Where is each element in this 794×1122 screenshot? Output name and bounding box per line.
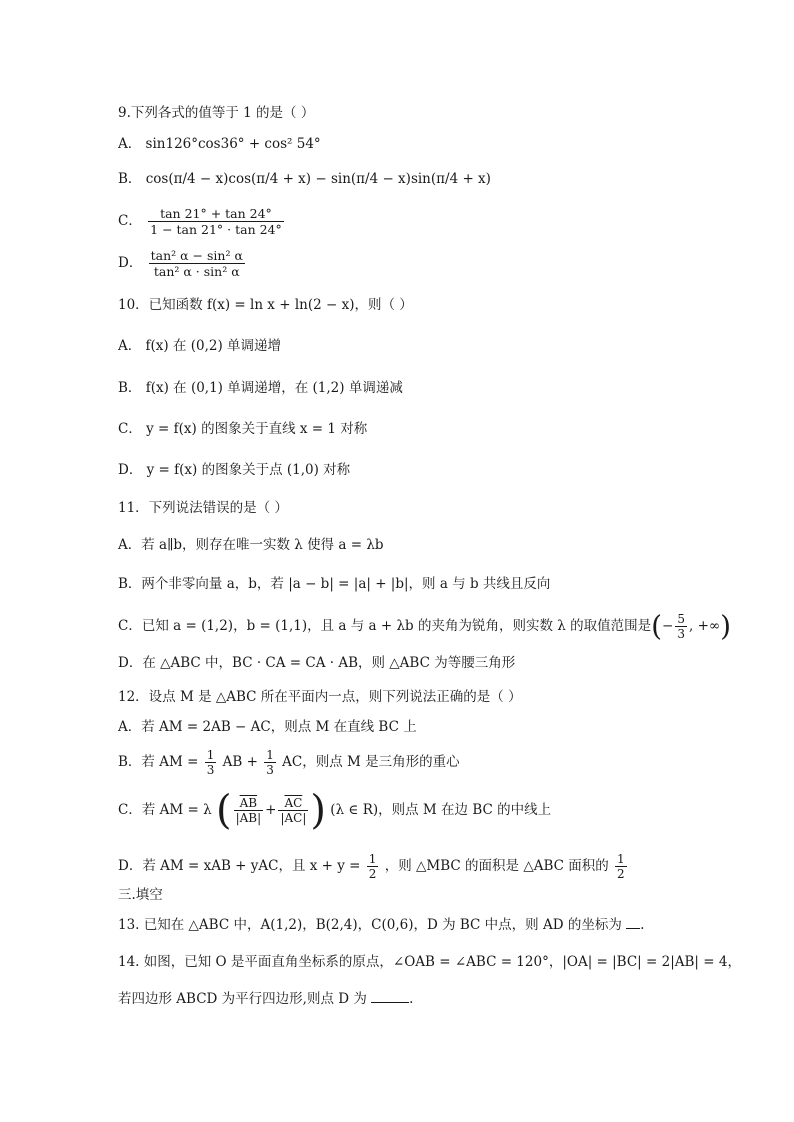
q13-answer-blank[interactable] xyxy=(626,916,640,929)
q12-option-a: A．若 AM = 2AB − AC，则点 M 在直线 BC 上 xyxy=(118,719,417,735)
q9-stem: 9.下列各式的值等于 1 的是（ ） xyxy=(118,105,315,121)
q10-option-d: D． y = f(x) 的图象关于点 (1,0) 对称 xyxy=(118,462,351,478)
q14-line2-text: 若四边形 ABCD 为平行四边形,则点 D 为 xyxy=(118,991,367,1007)
q12-b-frac1-den: 3 xyxy=(206,763,215,777)
q12-c-pre: C．若 AM = λ xyxy=(118,802,212,818)
q12-d-frac1 xyxy=(367,852,379,881)
q12-d-frac2-den: 2 xyxy=(617,867,625,881)
q11-option-c xyxy=(118,609,732,643)
section-heading: 三.填空 xyxy=(118,887,163,903)
interval-left-paren: ( xyxy=(651,609,663,643)
q12-c-frac2-num: $\overline{AC}$ xyxy=(278,796,308,811)
q9-option-d-label: D． xyxy=(118,255,143,271)
q12-b-frac1 xyxy=(205,748,217,777)
q10-option-b: B． f(x) 在 (0,1) 单调递增，在 (1,2) 单调递减 xyxy=(118,380,403,396)
q9-option-c xyxy=(118,206,286,237)
q14-line1: 14. 如图，已知 O 是平面直角坐标系的原点，∠OAB = ∠ABC = 120°，|OA| = |BC| = 2|AB| = 4， xyxy=(118,954,741,970)
q12-stem: 12．设点 M 是 △ABC 所在平面内一点，则下列说法正确的是（ ） xyxy=(118,689,522,705)
q9-option-d-fraction xyxy=(149,248,245,279)
q12-c-plus: + xyxy=(265,802,277,818)
q12-b-frac2-den: 3 xyxy=(266,763,274,777)
q12-c-frac2-den: |AC| xyxy=(280,811,307,825)
q9-d-numerator: tan² α − sin² α xyxy=(150,248,243,263)
q12-option-c xyxy=(118,787,552,834)
q12-d-frac2 xyxy=(615,852,627,881)
q14-period: . xyxy=(409,991,414,1007)
q9-option-b-text: cos(π/4 − x)cos(π/4 + x) − sin(π/4 − x)sin(π/4 + x) xyxy=(145,171,491,187)
q9-option-b xyxy=(118,170,491,188)
q12-d-frac1-num: 1 xyxy=(368,852,377,866)
q9-option-a: A． sin126°cos36° + cos² 54° xyxy=(118,136,321,152)
q9-c-numerator: tan 21° + tan 24° xyxy=(148,206,284,222)
q12-c-left-paren: ( xyxy=(215,787,232,834)
q10-option-c: C． y = f(x) 的图象关于直线 x = 1 对称 xyxy=(118,421,368,437)
q12-c-frac1-num: $\overline{AB}$ xyxy=(234,796,264,811)
q12-c-frac1-den: |AB| xyxy=(235,811,262,825)
q11-c-frac-num: 5 xyxy=(677,612,685,626)
q13-period: . xyxy=(640,917,645,933)
interval-right-paren: ) xyxy=(720,609,732,643)
q11-stem: 11．下列说法错误的是（ ） xyxy=(118,500,288,516)
q12-b-post: AC，则点 M 是三角形的重心 xyxy=(282,754,460,770)
interval-right: , +∞ xyxy=(689,618,721,634)
q9-option-c-label: C． xyxy=(118,213,142,229)
q11-c-fraction xyxy=(675,612,687,641)
q9-option-b-label: B． xyxy=(118,171,146,187)
q11-option-c-text: C．已知 a = (1,2)，b = (1,1)，且 a 与 a + λb 的夹角为锐角，则实数 λ 的取值范围是 xyxy=(118,618,652,634)
q12-d-frac1-den: 2 xyxy=(368,867,377,881)
q10-option-a: A． f(x) 在 (0,2) 单调递增 xyxy=(118,338,282,354)
q12-b-pre: B．若 AM = xyxy=(118,754,199,770)
q11-option-d: D．在 △ABC 中，BC · CA = CA · AB，则 △ABC 为等腰三角形 xyxy=(118,655,516,671)
q11-c-frac-den: 3 xyxy=(677,627,685,641)
q12-d-frac2-num: 1 xyxy=(617,852,625,866)
q12-c-frac1 xyxy=(234,796,264,825)
q12-c-frac2 xyxy=(278,796,308,825)
q12-b-mid: AB + xyxy=(222,754,258,770)
q14-line2 xyxy=(118,990,413,1008)
q13 xyxy=(118,916,644,934)
q10-stem: 10．已知函数 f(x) = ln x + ln(2 − x)，则（ ） xyxy=(118,297,413,313)
interval-minus: − xyxy=(662,618,674,634)
q13-text: 13. 已知在 △ABC 中，A(1,2)，B(2,4)，C(0,6)，D 为 BC 中点，则 AD 的坐标为 xyxy=(118,917,622,933)
q9-option-c-fraction xyxy=(148,206,284,237)
q9-d-denominator: tan² α · sin² α xyxy=(153,264,240,279)
q12-option-d xyxy=(118,852,629,881)
q11-option-b: B．两个非零向量 a，b，若 |a − b| = |a| + |b|，则 a 与 b 共线且反向 xyxy=(118,576,551,592)
q12-d-pre: D．若 AM = xAB + yAC，且 x + y = xyxy=(118,858,361,874)
q11-option-a: A．若 a∥b，则存在唯一实数 λ 使得 a = λb xyxy=(118,537,384,553)
q12-c-right-paren: ) xyxy=(310,787,326,834)
q12-b-frac2-num: 1 xyxy=(266,748,274,762)
q14-answer-blank[interactable] xyxy=(371,990,409,1003)
q12-b-frac2 xyxy=(264,748,276,777)
q12-d-mid: ，则 △MBC 的面积是 △ABC 面积的 xyxy=(384,858,609,874)
q9-option-d xyxy=(118,248,247,279)
q12-c-post: (λ ∈ R)，则点 M 在边 BC 的中线上 xyxy=(330,802,552,818)
q12-b-frac1-num: 1 xyxy=(206,748,215,762)
q9-c-denominator: 1 − tan 21° · tan 24° xyxy=(150,222,282,237)
q12-option-b xyxy=(118,748,460,777)
